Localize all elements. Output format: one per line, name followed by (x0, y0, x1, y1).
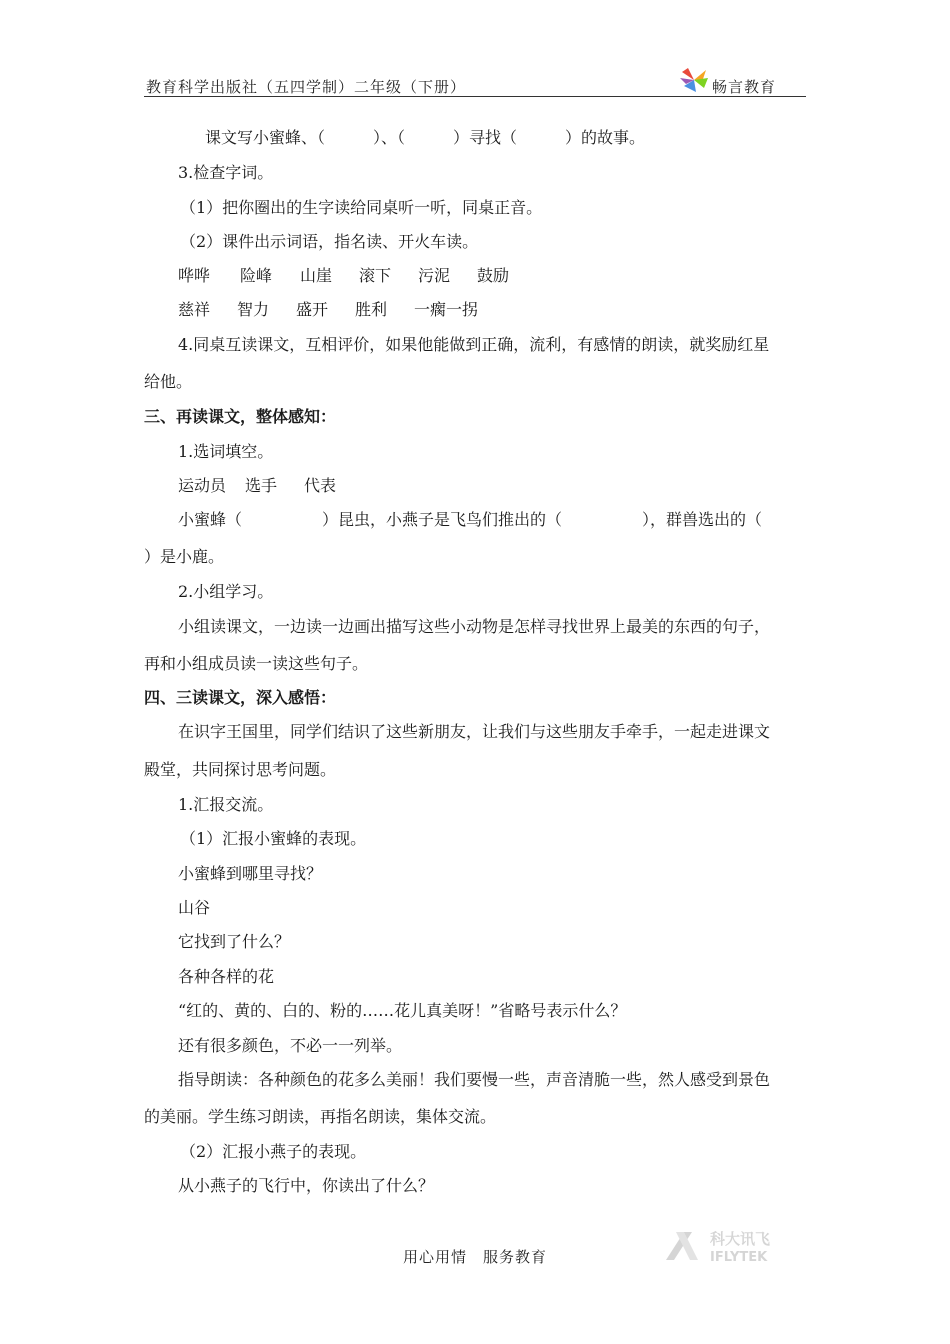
iflytek-watermark-logo (662, 1226, 792, 1266)
text-line: 1.汇报交流。 (178, 795, 274, 814)
text-line: 它找到了什么？ (178, 932, 291, 951)
text-line: ）是小鹿。 (144, 547, 225, 566)
text-line: 小蜜蜂到哪里寻找？ (178, 864, 323, 883)
option-list (178, 476, 336, 496)
option-item: 运动员 (178, 476, 227, 495)
text-line: 小组读课文，一边读一边画出描写这些小动物是怎样寻找世界上最美的东西的句子， (178, 617, 771, 636)
text-line: （1）把你圈出的生字读给同桌听一听，同桌正音。 (180, 198, 543, 217)
text-line: 2.小组学习。 (178, 582, 274, 601)
text-line: 各种各样的花 (178, 967, 275, 986)
page-footer: 用心用情 服务教育 (402, 1248, 547, 1266)
word-item: 胜利 (355, 300, 388, 319)
header-divider (144, 96, 806, 97)
text-line: 从小燕子的飞行中，你读出了什么？ (178, 1176, 435, 1195)
word-item: 滚下 (359, 266, 392, 285)
word-item: 一瘸一拐 (414, 300, 479, 319)
text-line: “红的、黄的、白的、粉的……花儿真美呀！”省略号表示什么？ (178, 1001, 627, 1020)
text-line: （1）汇报小蜜蜂的表现。 (180, 829, 367, 848)
word-list-1 (178, 266, 509, 286)
text-line: 再和小组成员读一读这些句子。 (144, 654, 369, 673)
word-item: 污泥 (418, 266, 451, 285)
word-item: 哗哗 (178, 266, 211, 285)
text-line: 山谷 (178, 898, 211, 917)
text-line: （2）课件出示词语，指名读、开火车读。 (180, 232, 479, 251)
publisher-header: 教育科学出版社（五四学制）二年级（下册） (146, 78, 467, 96)
text-line: 指导朗读：各种颜色的花多么美丽！我们要慢一些，声音清脆一些，然人感受到景色 (178, 1070, 771, 1089)
text-line: 的美丽。学生练习朗读，再指名朗读，集体交流。 (144, 1107, 497, 1126)
word-item: 盛开 (296, 300, 329, 319)
word-item: 智力 (237, 300, 270, 319)
word-list-2 (178, 300, 478, 320)
text-line: 在识字王国里，同学们结识了这些新朋友，让我们与这些朋友手牵手，一起走进课文 (178, 722, 771, 741)
brand-header: 畅言教育 (712, 78, 777, 96)
option-item: 代表 (304, 476, 337, 495)
watermark-cn-text: 科大讯飞 (710, 1230, 771, 1248)
word-item: 慈祥 (178, 300, 211, 319)
text-line: 还有很多颜色，不必一一列举。 (178, 1036, 403, 1055)
word-item: 鼓励 (477, 266, 510, 285)
text-line: 3.检查字词。 (178, 163, 274, 182)
watermark-en-text: IFLYTEK (710, 1250, 768, 1265)
changyan-logo-icon (678, 66, 712, 94)
text-line: （2）汇报小燕子的表现。 (180, 1142, 367, 1161)
word-item: 山崖 (300, 266, 333, 285)
text-line: 小蜜蜂（ ）昆虫，小燕子是飞鸟们推出的（ ），群兽选出的（ (178, 510, 763, 529)
option-item: 选手 (245, 476, 278, 495)
text-line: 课文写小蜜蜂、（ ）、（ ）寻找（ ）的故事。 (205, 128, 646, 147)
section-heading: 四、三读课文，深入感悟： (144, 688, 337, 707)
text-line: 1.选词填空。 (178, 442, 274, 461)
text-line: 殿堂，共同探讨思考问题。 (144, 760, 337, 779)
text-line: 给他。 (144, 372, 193, 391)
word-item: 险峰 (240, 266, 273, 285)
section-heading: 三、再读课文，整体感知： (144, 407, 337, 426)
text-line: 4.同桌互读课文，互相评价，如果他能做到正确，流利，有感情的朗读，就奖励红星 (178, 335, 770, 354)
